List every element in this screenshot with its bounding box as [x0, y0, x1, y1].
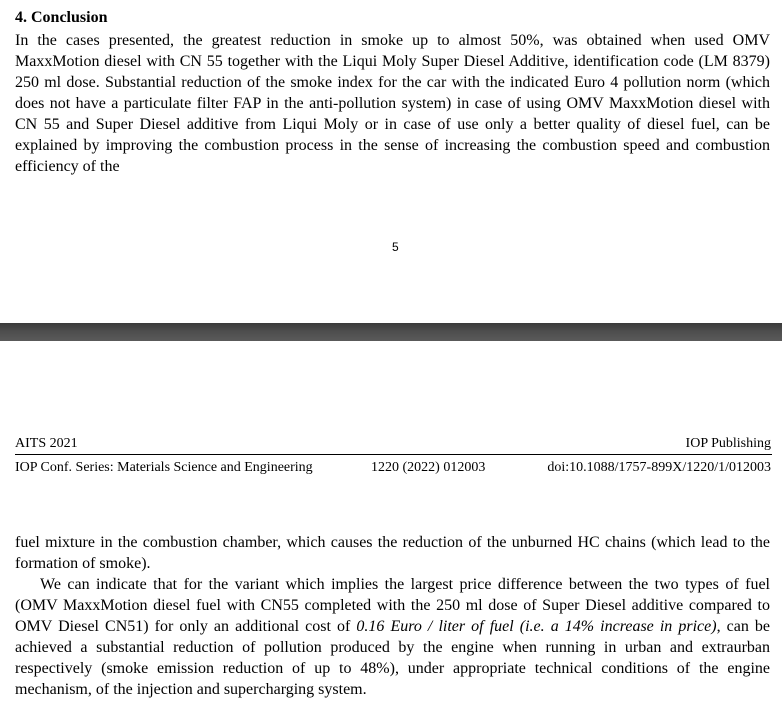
conclusion-paragraph-1: In the cases presented, the greatest reduction in smoke up to almost 50%, was obtained when used OMV MaxxMotion diesel with CN 55 together with the Liqui Moly Super Diesel Additive, identification code (LM 8379) 250 ml dose. Substantial reduction of the smoke index for the car with the indicated Euro 4 pollution norm (which does not have a particulate filter FAP in the anti-pollution system) in case of using OMV MaxxMotion diesel with CN 55 and Super Diesel additive from Liqui Moly or in case of use only a better quality of diesel fuel, can be explained by improving the combustion process in the sense of increasing the combustion speed and combustion efficiency of the	[15, 32, 770, 175]
header-series: IOP Conf. Series: Materials Science and Engineering	[15, 460, 313, 475]
paragraph-3-italic-cost: 0.16 Euro / liter of fuel (i.e. a 14% increase in price)	[356, 618, 717, 635]
header-volume: 1220 (2022) 012003	[371, 460, 486, 475]
header-publisher: IOP Publishing	[685, 436, 771, 451]
paragraph-3-text-start: We can indicate that for the variant which implies the largest price difference between the two types of fuel (OMV MaxxMotion diesel fuel with CN55 completed with the 250 ml dose of Super Diesel additive compared to OMV Diesel CN51) for only an additional cost of	[15, 576, 770, 635]
conclusion-paragraph-2: fuel mixture in the combustion chamber, which causes the reduction of the unburned HC chains (which lead to the formation of smoke).	[15, 534, 770, 572]
header-conference: AITS 2021	[15, 436, 78, 451]
section-heading-conclusion: 4. Conclusion	[15, 9, 108, 26]
page-separator	[0, 323, 782, 341]
conclusion-paragraph-3	[15, 574, 770, 700]
page-number: 5	[392, 240, 399, 254]
header-doi: doi:10.1088/1757-899X/1220/1/012003	[547, 460, 771, 475]
paragraph-3-text-end: , can be achieved a substantial reduction of pollution produced by the engine when running in urban and extraurban respectively (smoke emission reduction of up to 48%), under appropriate technical conditions of the engine mechanism, of the injection and supercharging system.	[15, 618, 771, 698]
header-rule	[15, 454, 772, 455]
